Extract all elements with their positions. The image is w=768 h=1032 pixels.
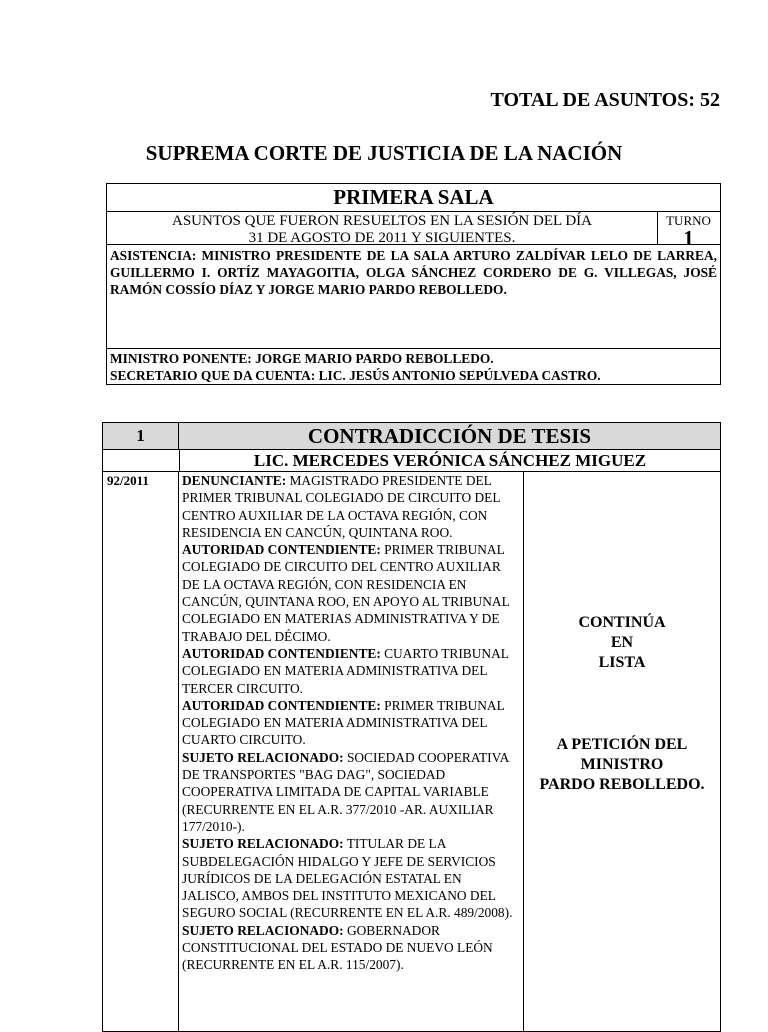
case-secretary: LIC. MERCEDES VERÓNICA SÁNCHEZ MIGUEZ [179,450,720,472]
court-title: SUPREMA CORTE DE JUSTICIA DE LA NACIÓN [145,141,623,165]
ministro-ponente: MINISTRO PONENTE: JORGE MARIO PARDO REBOLLEDO. [110,351,494,366]
party-entry [182,645,520,697]
party-label: DENUNCIANTE: [182,473,287,488]
case-status [524,472,720,1031]
status-continua [524,613,720,673]
case-type: CONTRADICCIÓN DE TESIS [179,423,720,450]
status-line: A PETICIÓN DEL [556,736,688,753]
party-label: AUTORIDAD CONTENDIENTE: [182,645,381,661]
party-label: AUTORIDAD CONTENDIENTE: [182,542,381,558]
party-text: PRIMER TRIBUNAL COLEGIADO EN MATERIA ADMINISTRATIVA DEL CUARTO CIRCUITO. [182,697,505,748]
party-entry [182,922,520,974]
sala-title: PRIMERA SALA [107,184,720,212]
status-peticion [524,735,720,795]
party-text: GOBERNADOR CONSTITUCIONAL DEL ESTADO DE NUEVO LEÓN (RECURRENTE EN EL A.R. 115/2007). [182,922,493,973]
expediente-number: 92/2011 [103,472,179,1031]
party-text: CUARTO TRIBUNAL COLEGIADO EN MATERIA ADMINISTRATIVA DEL TERCER CIRCUITO. [182,645,509,696]
status-line: CONTINÚA [578,614,666,631]
party-entry [182,472,520,541]
status-line: LISTA [598,654,646,671]
party-entry [182,697,520,749]
status-line: EN [610,634,634,651]
total-asuntos: TOTAL DE ASUNTOS: 52 [490,89,720,111]
case-parties [179,472,524,1031]
turno-label: TURNO [666,213,711,228]
asistencia-text: ASISTENCIA: MINISTRO PRESIDENTE DE LA SALA ARTURO ZALDÍVAR LELO DE LARREA, GUILLERMO I. ORTÍZ MAYAGOITIA, OLGA SÁNCHEZ CORDERO DE G. VILLEGAS, JOSÉ RAMÓN COSSÍO DÍAZ Y JORGE MARIO PARDO REBOLLEDO. [107,244,720,349]
status-line: PARDO REBOLLEDO. [539,776,705,793]
status-line: MINISTRO [580,756,664,773]
party-text: MAGISTRADO PRESIDENTE DEL PRIMER TRIBUNAL COLEGIADO DE CIRCUITO DEL CENTRO AUXILIAR DE LA OCTAVA REGIÓN, CON RESIDENCIA EN CANCÚN, QUINTANA ROO. [182,473,501,540]
case-number: 1 [103,423,179,450]
party-text: TITULAR DE LA SUBDELEGACIÓN HIDALGO Y JEFE DE SERVICIOS JURÍDICOS DE LA DELEGACIÓN ESTATAL EN JALISCO, AMBOS DEL INSTITUTO MEXICANO DEL SEGURO SOCIAL (RECURRENTE EN EL A.R. 489/2008). [182,836,513,921]
party-label: SUJETO RELACIONADO: [182,749,344,765]
secretario-cuenta: SECRETARIO QUE DA CUENTA: LIC. JESÚS ANTONIO SEPÚLVEDA CASTRO. [110,368,601,383]
party-text: SOCIEDAD COOPERATIVA DE TRANSPORTES "BAG DAG", SOCIEDAD COOPERATIVA LIMITADA DE CAPITAL VARIABLE (RECURRENTE EN EL A.R. 377/2010 -AR. AUXILIAR 177/2010-). [182,749,509,834]
session-line-2: 31 DE AGOSTO DE 2011 Y SIGUIENTES. [248,230,516,246]
session-line-1: ASUNTOS QUE FUERON RESUELTOS EN LA SESIÓN DEL DÍA [171,213,593,229]
turno-cell [657,211,719,250]
ponente-block [107,349,720,385]
party-entry [182,835,520,921]
party-entry [182,749,520,835]
party-label: SUJETO RELACIONADO: [182,922,344,938]
turno-value: 1 [683,226,694,250]
session-header-box [106,183,721,385]
empty-cell [103,450,179,472]
party-entry [182,541,520,645]
session-description [107,211,657,244]
party-text: PRIMER TRIBUNAL COLEGIADO DE CIRCUITO DEL CENTRO AUXILIAR DE LA OCTAVA REGIÓN, CON RESIDENCIA EN CANCÚN, QUINTANA ROO, EN APOYO AL TRIBUNAL COLEGIADO EN MATERIAS ADMINISTRATIVA Y DE TRABAJO DEL DÉCIMO. [182,542,510,644]
case-table [102,422,721,1032]
party-label: AUTORIDAD CONTENDIENTE: [182,697,381,713]
party-label: SUJETO RELACIONADO: [182,836,344,852]
